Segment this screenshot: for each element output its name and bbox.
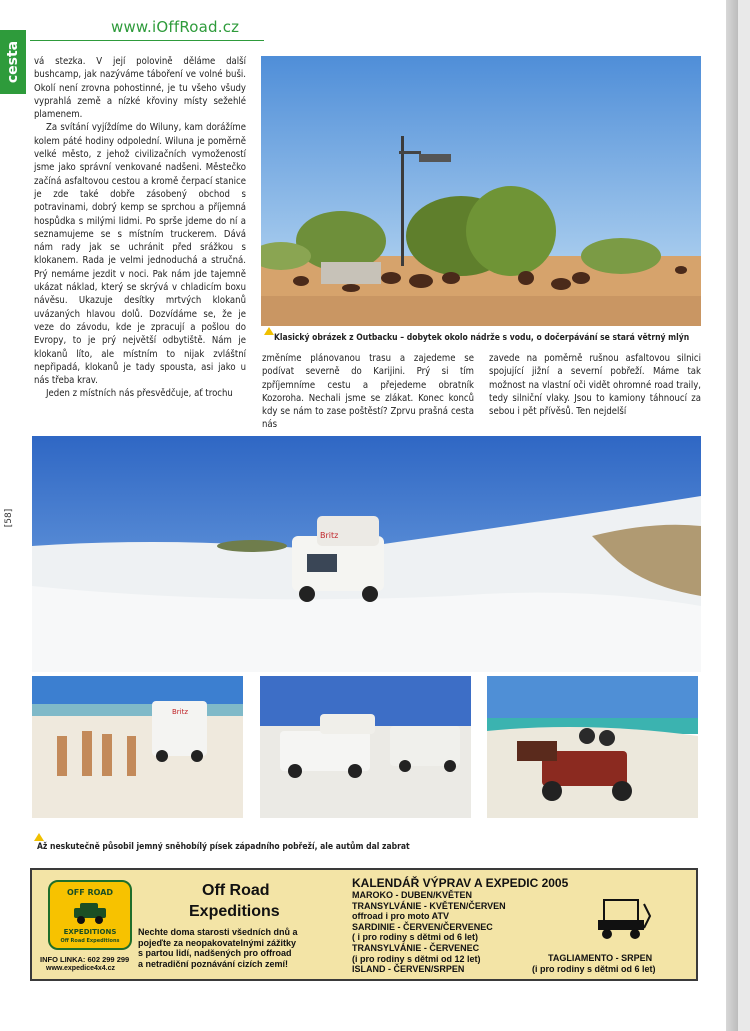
header-rule (30, 40, 264, 41)
stuck-vehicles-photo (260, 676, 471, 818)
paragraph: Za svítání vyjíždíme do Wiluny, kam dorážíme kolem páté hodiny odpolední. Wiluna je poměrně velké město, z jehož civilizačních vymožeností jsme jako správní venkované nadšeni. Městečko začíná asfaltovou cestou a kromě čerpací stanice je zde také dobře zásobený obchod s potravinami, dobrý kemp se sprchou a příjemná hospůdka s milými lidmi. Po sprše jdeme do ní a seznamujeme se s místním truckerem. Dává nám rady jak se uchránit před srážkou s klokanem. Rada je velmi jednoduchá a stručná. Prý nemáme jezdit v noci. Pak nám jde tajemně ukázat náklad, který se skrývá v chladicím boxu návěsu. Ukazuje desítky mrtvých klokanů uvázaných hlavou dolů. Dozvídáme se, že je veze do závodu, kde je zpracují a pošlou do Evropy, to je prý největší odbytiště. Nám je klokanů líto, ale místním to nijak zvláštní nepřipadá, klokanů je tady spousta, asi jako u nás třeba krav. (34, 122, 246, 387)
beach-group-photo (32, 676, 243, 818)
expeditions-ad[interactable] (30, 868, 698, 981)
bottom-photos-caption: Až neskutečně působil jemný sněhobílý písek západního pobřeží, ale autům dal zabrat (37, 842, 410, 852)
ad-title-2: Expeditions (189, 903, 280, 920)
dune-photo (32, 436, 701, 672)
page-binding (726, 0, 738, 1031)
article-column-1 (34, 55, 246, 401)
caption-marker-icon (34, 833, 44, 841)
calendar-title: KALENDÁŘ VÝPRAV A EXPEDIC 2005 (352, 876, 569, 890)
atv-beach-photo (487, 676, 698, 818)
paragraph: Jeden z místních nás přesvědčuje, ať trochu (46, 388, 233, 400)
calendar-extra-1: TAGLIAMENTO - SRPEN (548, 953, 653, 963)
ad-body: Nechte doma starosti všedních dnů a pojeďte za neopakovatelnými zážitky s partou lidí, nadšených pro offroad a netradiční poznávání cizích zemí! (138, 927, 298, 969)
ad-phone: INFO LINKA: 602 299 299 (40, 955, 130, 964)
section-label: cesta (5, 40, 21, 84)
page-number: [58] (4, 508, 14, 528)
article-column-3: zavede na poměrně rušnou asfaltovou silnici spojující jižní a severní pobřeží. Máme tak možnost na vlastní oči vidět ohromné road traily, tedy silniční vlaky. Jsou to kamiony táhnoucí za sebou i pět přívěsů. Ten nejdelší (489, 353, 701, 418)
truck-icon (592, 894, 654, 944)
caption-marker-icon (264, 327, 274, 335)
ad-title-1: Off Road (202, 882, 270, 899)
car-icon (70, 902, 110, 926)
article-column-2: změníme plánovanou trasu a zajedeme se podívat severně do Karijini. Prý si tím zpříjemníme cestu a přejedeme obratník Kozoroha. Nechali jsme se zlákat. Konec konců kdy se nám to zase poštěstí? Zprvu prašná cesta nás (262, 353, 474, 431)
outback-photo-image (261, 56, 701, 326)
svg-text:Britz: Britz (320, 531, 339, 540)
svg-text:Britz: Britz (172, 708, 189, 716)
top-photo-caption: Klasický obrázek z Outbacku – dobytek okolo nádrže s vodu, o dočerpávání se stará větrný mlýn (274, 333, 690, 343)
paragraph: vá stezka. V její polovině děláme další bushcamp, jak nazýváme táboření ve volné buši. Okolí není zrovna pohostinné, je tu všeho všudy vyprahlá země a nízké křoviny místy sežehlé plamenem. (34, 56, 246, 121)
outback-photo (261, 56, 701, 326)
ad-website[interactable]: www.expedice4x4.cz (46, 965, 115, 972)
expeditions-logo: OFF ROAD EXPEDITIONS Off Road Expeditions (48, 880, 132, 950)
dune-photo-image (32, 436, 701, 672)
site-url[interactable]: www.iOffRoad.cz (111, 18, 240, 36)
section-tab (0, 30, 26, 94)
calendar-extra-2: (i pro rodiny s dětmi od 6 let) (532, 964, 656, 974)
expedition-calendar: KALENDÁŘ VÝPRAV A EXPEDIC 2005 MAROKO - DUBEN/KVĚTEN TRANSYLVÁNIE - KVĚTEN/ČERVEN offroad i pro moto ATV SARDINIE - ČERVEN/ČERVENEC ( i pro rodiny s dětmi od 6 let) TRANSYLVÁNIE - ČERVENEC (i pro rodiny s dětmi od 12 let) ISLAND - ČERVEN/SRPEN (352, 876, 692, 975)
